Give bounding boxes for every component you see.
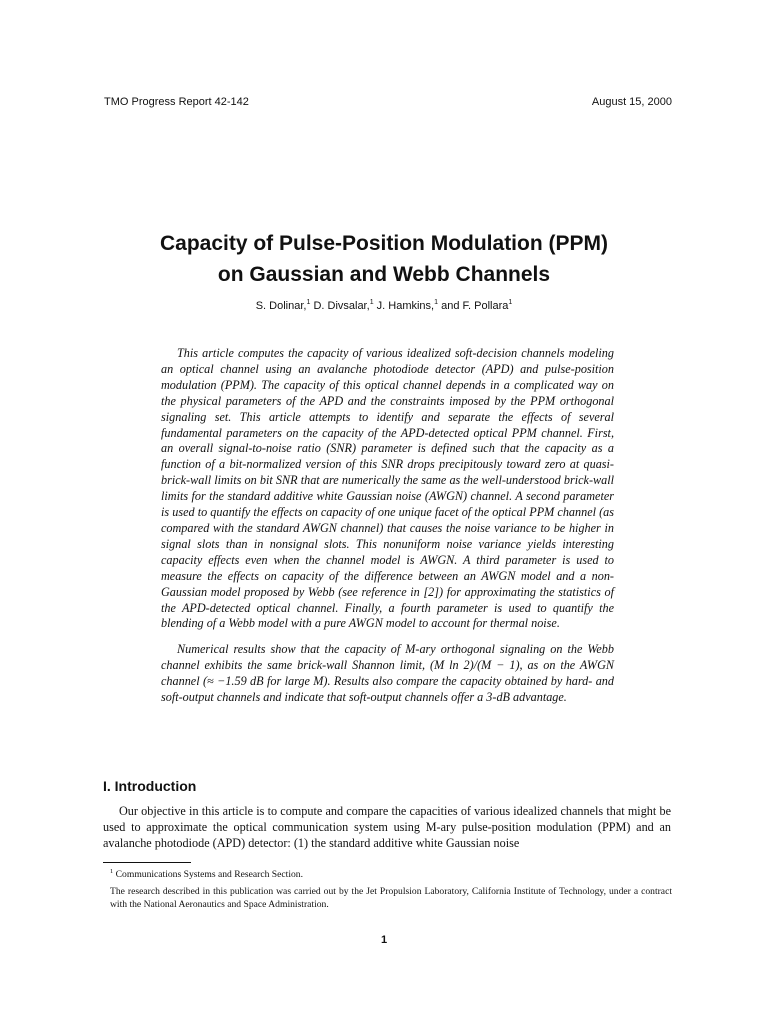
- footnote-mark: 1: [110, 868, 114, 875]
- author-separator: and: [438, 300, 463, 312]
- author: [377, 300, 463, 312]
- author: [313, 300, 376, 312]
- author-list: [0, 300, 768, 312]
- page-number: 1: [380, 934, 388, 946]
- title-line-1: Capacity of Pulse-Position Modulation (PPM): [159, 232, 608, 255]
- abstract-paragraph-1: This article computes the capacity of various idealized soft-decision channels modeling an optical channel using an avalanche photodiode detector (APD) and pulse-position modulation (PPM). The capacity of this optical channel depends in a complicated way on the physical parameters of the APD and the constraints imposed by the PPM orthogonal signaling set. This article attempts to identify and separate the effects of several fundamental parameters on the capacity of the APD-detected optical PPM channel. First, an overall signal-to-noise ratio (SNR) parameter is defined such that the capacity as a function of a bit-normalized version of this SNR drops precipitously toward zero at quasi-brick-wall limits on bit SNR that are numerically the same as the well-understood brick-wall limits for the standard additive white Gaussian noise (AWGN) channel. A second parameter is used to quantify the effects on capacity of one unique facet of the optical PPM channel (as compared with the standard AWGN channel) that causes the noise variance to be higher in signal slots than in nonsignal slots. This nonuniform noise variance yields interesting capacity effects even when the channel model is AWGN. A third parameter is used to measure the effects on capacity of the difference between an AWGN model and a non-Gaussian model proposed by Webb (see reference in [2]) for approximating the statistics of the APD-detected optical channel. Finally, a fourth parameter is used to quantify the blending of a Webb model with a pure AWGN model to account for thermal noise.: [161, 346, 614, 631]
- footnote-affiliation: [110, 868, 672, 881]
- footnote-affiliation-text: Communications Systems and Research Section.: [115, 869, 303, 880]
- affiliation-mark: 1: [434, 299, 439, 306]
- affiliation-mark: 1: [369, 299, 374, 306]
- author-name: D. Divsalar,: [313, 300, 370, 312]
- abstract: [161, 346, 614, 706]
- report-date: August 15, 2000: [591, 96, 672, 108]
- author-name: J. Hamkins,: [376, 300, 435, 312]
- footnote-divider: [103, 862, 191, 863]
- introduction-paragraph: Our objective in this article is to compute and compare the capacities of various idealized channels that might be used to approximate the optical communication system using M-ary pulse-position modulation (PPM) and an avalanche photodiode (APD) detector: (1) the standard additive white Gaussian noise: [103, 804, 671, 850]
- title-line-2: on Gaussian and Webb Channels: [217, 263, 551, 286]
- affiliation-mark: 1: [508, 299, 513, 306]
- affiliation-mark: 1: [306, 299, 311, 306]
- abstract-paragraph-2: Numerical results show that the capacity of M-ary orthogonal signaling on the Webb channel exhibits the same brick-wall Shannon limit, (M ln 2)/(M − 1), as on the AWGN channel (≈ −1.59 dB for large M). Results also compare the capacity obtained by hard- and soft-output channels and indicate that soft-output channels offer a 3-dB advantage.: [161, 642, 614, 705]
- author-name: S. Dolinar,: [255, 300, 307, 312]
- running-header: [104, 96, 672, 108]
- author-name: F. Pollara: [462, 300, 509, 312]
- author: [256, 300, 314, 312]
- report-number: TMO Progress Report 42-142: [104, 96, 249, 108]
- paper-title: [0, 228, 768, 290]
- section-heading-introduction: I. Introduction: [103, 778, 197, 794]
- footnote-funding: The research described in this publication was carried out by the Jet Propulsion Laboratory, California Institute of Technology, under a contract with the National Aeronautics and Space Administration.: [110, 886, 672, 910]
- author: [463, 300, 513, 312]
